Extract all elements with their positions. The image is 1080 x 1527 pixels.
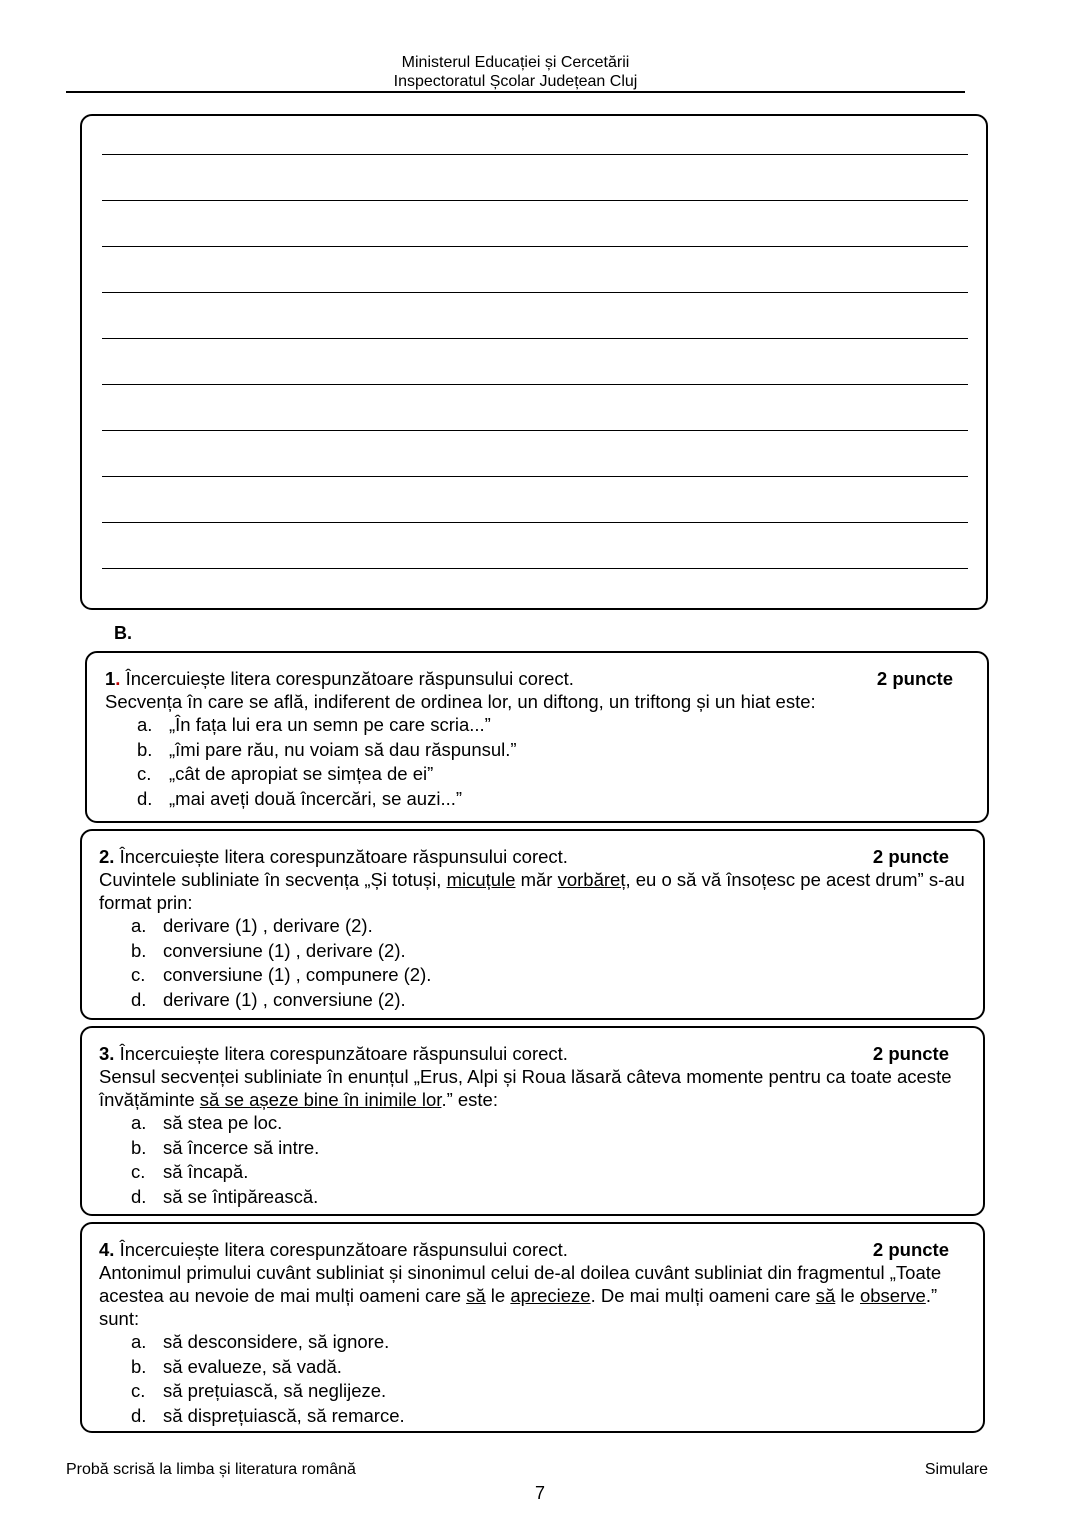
underlined-word-2: aprecieze (510, 1285, 591, 1306)
underlined-word-4: observe (859, 1285, 926, 1306)
question-stem: Secvența în care se află, indiferent de ordinea lor, un diftong, un triftong și un hiat este: (105, 691, 816, 712)
question-4-header: 4. Încercuiește litera corespunzătoare răspunsului corect. 2 puncte (99, 1239, 949, 1260)
question-2-box (80, 829, 985, 1020)
option-c[interactable]: c. să încapă. (131, 1161, 249, 1183)
question-instruction: Încercuiește litera corespunzătoare răspunsului corect. (119, 846, 568, 867)
header-ministry: Ministerul Educației și Cercetării (401, 54, 630, 71)
question-3-header: 3. Încercuiește litera corespunzătoare răspunsului corect. 2 puncte (99, 1043, 949, 1064)
section-label: B. (114, 623, 132, 643)
writing-line (102, 154, 968, 155)
answer-options (99, 1330, 967, 1428)
writing-line (102, 246, 968, 247)
header-rule (66, 91, 965, 93)
question-number-dot: . (115, 668, 121, 689)
answer-options (99, 1111, 967, 1209)
option-b[interactable]: b. să încerce să intre. (131, 1136, 320, 1158)
underlined-sequence: să se așeze bine în inimile lor (199, 1089, 442, 1110)
option-c[interactable]: c. „cât de apropiat se simțea de ei” (137, 763, 434, 785)
question-2-header: 2. Încercuiește litera corespunzătoare răspunsului corect. 2 puncte (99, 846, 949, 867)
option-d[interactable]: d. să se întipărească. (131, 1185, 319, 1207)
option-b[interactable]: b. „îmi pare rău, nu voiam să dau răspunsul.” (137, 738, 517, 760)
question-points: 2 puncte (876, 668, 953, 689)
footer-exam-type: Simulare (924, 1461, 988, 1478)
header-inspectorate: Inspectoratul Școlar Județean Cluj (393, 73, 638, 90)
option-b[interactable]: b. să evalueze, să vadă. (131, 1355, 342, 1377)
answer-options (105, 713, 971, 811)
question-3-box (80, 1026, 985, 1216)
question-stem: Antonimul primului cuvânt subliniat și sinonimul celui de-al doilea cuvânt subliniat din fragmentul „Toate acestea au nevoie de mai mulți oameni care să le aprecieze. De mai mulți oameni care să le observe.” sunt: (99, 1262, 942, 1329)
page-number: 7 (534, 1483, 545, 1503)
writing-line (102, 338, 968, 339)
underlined-word-3: să (815, 1285, 836, 1306)
question-number: 2 (99, 846, 110, 867)
question-number: 1 (105, 668, 116, 689)
underlined-word-1: micuțule (446, 869, 516, 890)
option-c[interactable]: c. conversiune (1) , compunere (2). (131, 964, 432, 986)
option-b[interactable]: b. conversiune (1) , derivare (2). (131, 939, 406, 961)
question-stem: Cuvintele subliniate în secvența „Și totuși, micuțule măr vorbăreț, eu o să vă însoțesc pe acest drum” s-au format prin: (99, 869, 965, 913)
option-d[interactable]: d. să disprețuiască, să remarce. (131, 1404, 405, 1426)
writing-line (102, 568, 968, 569)
answer-options (99, 914, 967, 1012)
option-d[interactable]: d. „mai aveți două încercări, se auzi...” (137, 787, 463, 809)
option-a[interactable]: a. derivare (1) , derivare (2). (131, 915, 373, 936)
question-stem: Sensul secvenței subliniate în enunțul „Erus, Alpi și Roua lăsară câteva momente pentru ca toate aceste învățăminte să se așeze bine în inimile lor.” este: (99, 1066, 952, 1110)
writing-line (102, 384, 968, 385)
question-1-header (105, 667, 971, 690)
option-a[interactable]: a. „În fața lui era un semn pe care scria...” (137, 714, 491, 735)
question-points: 2 puncte (872, 846, 949, 867)
option-a[interactable]: a. să desconsidere, să ignore. (131, 1331, 390, 1352)
option-c[interactable]: c. să prețuiască, să neglijeze. (131, 1380, 387, 1402)
page-header (66, 53, 965, 91)
writing-line (102, 476, 968, 477)
question-points: 2 puncte (872, 1043, 949, 1064)
answer-writing-box[interactable] (80, 114, 988, 610)
question-number: 3 (99, 1043, 110, 1064)
option-d[interactable]: d. derivare (1) , conversiune (2). (131, 988, 406, 1010)
question-points: 2 puncte (872, 1239, 949, 1260)
underlined-word-2: vorbăreț (557, 869, 626, 890)
question-instruction: Încercuiește litera corespunzătoare răspunsului corect. (125, 668, 574, 689)
question-instruction: Încercuiește litera corespunzătoare răspunsului corect. (119, 1043, 568, 1064)
question-instruction: Încercuiește litera corespunzătoare răspunsului corect. (119, 1239, 568, 1260)
writing-line (102, 200, 968, 201)
question-1-box (85, 651, 989, 823)
writing-line (102, 430, 968, 431)
writing-line (102, 292, 968, 293)
underlined-word-1: să (466, 1285, 486, 1306)
footer-exam-title: Probă scrisă la limba și literatura română (66, 1461, 356, 1478)
option-a[interactable]: a. să stea pe loc. (131, 1112, 283, 1133)
writing-line (102, 522, 968, 523)
question-number: 4 (99, 1239, 110, 1260)
question-4-box (80, 1222, 985, 1433)
